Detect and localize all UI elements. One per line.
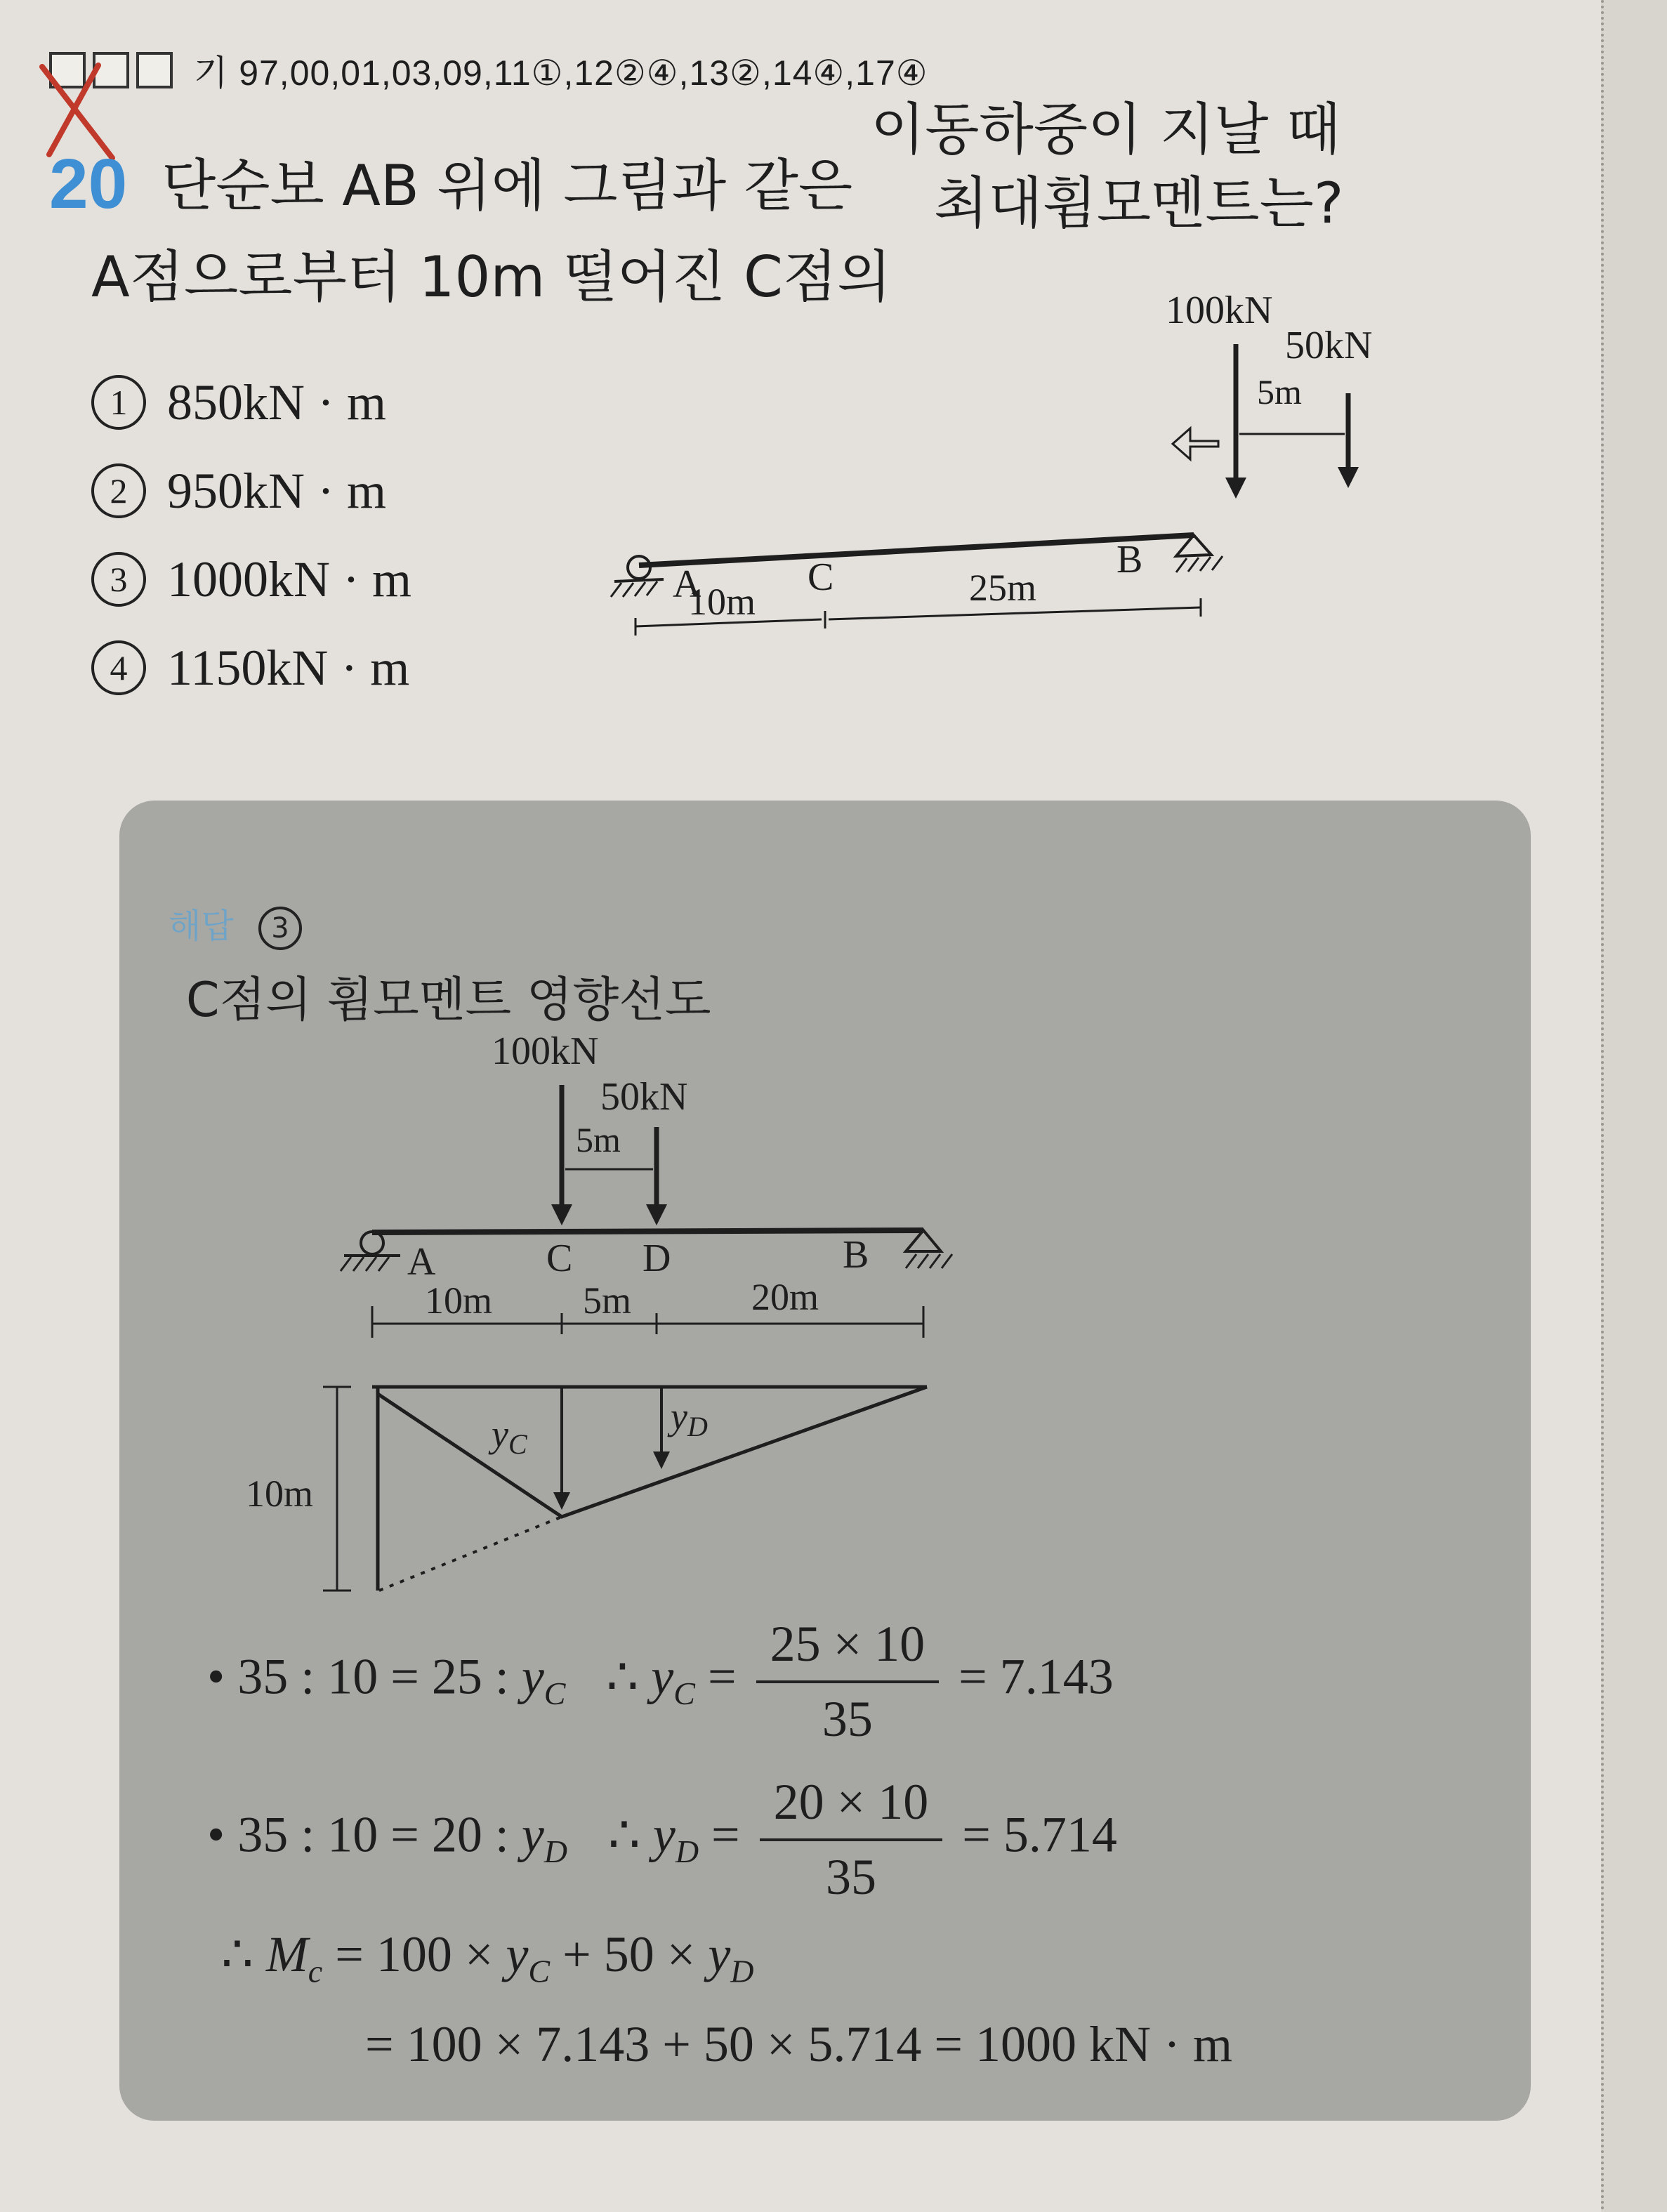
formula-yd-fraction (760, 1773, 943, 1907)
beam-line (372, 1230, 923, 1232)
formula-yc-var2: y (651, 1648, 674, 1705)
formula-moment (221, 1924, 754, 1989)
arrowhead (646, 1204, 667, 1225)
formula-yd-sub2: D (675, 1833, 699, 1869)
fraction-numerator: 25 × 10 (756, 1615, 940, 1683)
point-b-label: B (843, 1233, 869, 1277)
point-b-label: B (1116, 538, 1143, 581)
question-text-line1b: 이동하중이 지날 때 (871, 97, 1341, 162)
question-header (49, 28, 928, 112)
formula-yc-result: = 7.143 (958, 1648, 1114, 1705)
choice-4[interactable] (91, 624, 411, 712)
review-checkbox-3[interactable] (136, 52, 173, 88)
formula-yd-lead: • 35 : 10 = 20 : (207, 1806, 522, 1863)
pin-support-icon (906, 1230, 941, 1251)
arrowhead (653, 1451, 670, 1469)
point-a-label: A (407, 1240, 436, 1284)
yc-label: yC (492, 1413, 527, 1460)
question-text-line1: 단순보 AB 위에 그림과 같은 (162, 153, 853, 218)
choice-mark: 4 (91, 640, 146, 695)
formula-yc-sub2: C (673, 1675, 695, 1711)
choice-2[interactable] (91, 447, 411, 535)
beam-diagram-svg (590, 281, 1418, 716)
roller-support-icon (361, 1232, 383, 1254)
choice-text: 1150kN · m (167, 639, 410, 696)
fraction-numerator: 20 × 10 (760, 1773, 943, 1841)
formula-moment-msub: c (308, 1953, 323, 1989)
point-a-label: A (673, 562, 701, 606)
fraction-denominator: 35 (822, 1691, 873, 1747)
question-number: 20 (49, 145, 128, 223)
dim-db-label: 20m (751, 1276, 819, 1318)
fraction-denominator: 35 (825, 1849, 876, 1905)
formula-moment-yd: y (708, 1926, 731, 1982)
exam-history: 기 97,00,01,03,09,11①,12②④,13②,14④,17④ (194, 53, 928, 93)
formula-yd: • 35 : 10 = 20 : $y_D$ ∴ $y_D$ = $\frac{20 \times 10}{35}$ = 5.714 (207, 1774, 1117, 1905)
dim-line-cb (829, 607, 1201, 619)
influence-line-svg (232, 1032, 1004, 1615)
answer-mark: 3 (258, 907, 302, 950)
choice-3[interactable] (91, 535, 411, 624)
load-spacing-label: 5m (576, 1120, 621, 1159)
formula-moment-eq: = 100 × (322, 1926, 506, 1982)
arrowhead (1225, 478, 1246, 499)
point-d-label: D (643, 1237, 671, 1280)
load-50kn-label: 50kN (600, 1075, 688, 1119)
dim-ac-label: 10m (425, 1279, 493, 1322)
load-100kn-label: 100kN (492, 1032, 599, 1073)
ground-hatch (611, 581, 657, 597)
influence-extension-dashed (379, 1517, 562, 1591)
yd-label: yD (671, 1395, 708, 1442)
answer-tag (169, 899, 302, 950)
arrowhead (1338, 467, 1359, 488)
choice-mark: 2 (91, 463, 146, 518)
choice-mark: 3 (91, 552, 146, 607)
ordinate-10m-label: 10m (246, 1473, 314, 1515)
formula-yd-sub: D (543, 1833, 568, 1869)
point-c-label: C (546, 1237, 573, 1280)
ground-hatch (341, 1257, 389, 1271)
question-text-line2: A점으로부터 10m 떨어진 C점의 (91, 244, 892, 310)
formula-moment-yc: y (506, 1926, 529, 1982)
formula-moment-lead: ∴ (221, 1926, 266, 1982)
formula-yd-var2: y (652, 1806, 676, 1863)
dim-cd-label: 5m (583, 1279, 632, 1322)
answer-choices (91, 358, 411, 712)
beam-figure (590, 281, 1418, 716)
formula-moment-plus: + 50 × (550, 1926, 709, 1982)
load-spacing-label: 5m (1257, 372, 1302, 412)
solution-title: C점의 휨모멘트 영향선도 (186, 973, 711, 1028)
choice-text: 1000kN · m (167, 551, 411, 607)
load-100kn-label: 100kN (1166, 289, 1273, 332)
question-text-line2b: 최대휨모멘트는? (934, 171, 1344, 236)
formula-result: = 100 × 7.143 + 50 × 5.714 = 1000 kN · m (365, 2016, 1233, 2072)
direction-arrow-icon (1173, 428, 1218, 459)
choice-text: 950kN · m (167, 462, 386, 519)
arrowhead (553, 1492, 570, 1510)
arrowhead (551, 1204, 572, 1225)
formula-yc-fraction (756, 1615, 940, 1749)
ground-hatch (1176, 556, 1223, 572)
answer-tag-label: 해답 (169, 907, 234, 946)
formula-yd-var: y (521, 1806, 544, 1863)
dim-ac-label: 10m (688, 581, 756, 623)
choice-text: 850kN · m (167, 374, 386, 430)
influence-line-figure (232, 1032, 1004, 1615)
dim-cb-label: 25m (969, 567, 1037, 609)
choice-1[interactable] (91, 358, 411, 447)
load-50kn-label: 50kN (1285, 324, 1373, 367)
ground-hatch (906, 1254, 952, 1268)
beam-line (639, 535, 1194, 565)
formula-yc-var: y (521, 1648, 544, 1705)
page-edge (1601, 0, 1667, 2212)
formula-yc-therefore: ∴ (606, 1648, 652, 1705)
formula-moment-yd-sub: D (730, 1953, 754, 1989)
influence-line (378, 1387, 927, 1517)
formula-yd-therefore: ∴ (608, 1806, 653, 1863)
formula-moment-m: M (265, 1926, 308, 1982)
formula-yd-result: = 5.714 (962, 1806, 1117, 1863)
formula-yc-sub: C (543, 1675, 566, 1711)
formula-yc: • 35 : 10 = 25 : $y_C$ ∴ $y_C$ = $\frac{25 \times 10}{35}$ = 7.143 (207, 1616, 1114, 1747)
formula-yc-lead: • 35 : 10 = 25 : (207, 1648, 522, 1705)
point-c-label: C (808, 555, 834, 599)
formula-moment-yc-sub: C (528, 1953, 551, 1989)
choice-mark: 1 (91, 375, 146, 430)
